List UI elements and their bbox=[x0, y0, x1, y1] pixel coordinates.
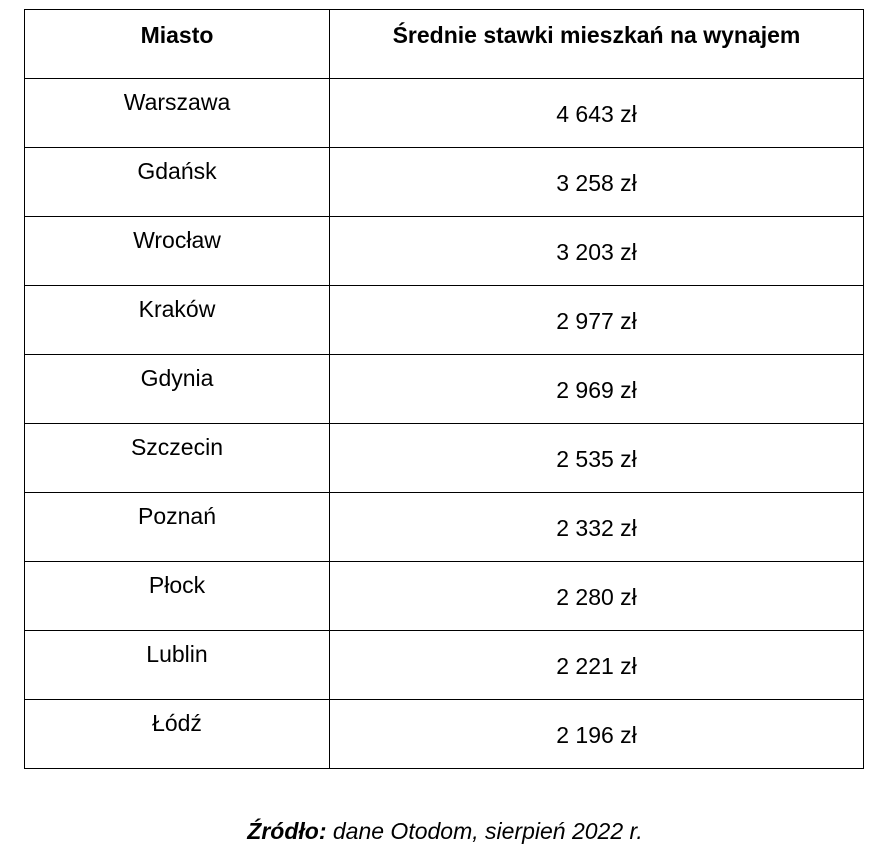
city-cell: Szczecin bbox=[25, 424, 330, 493]
table-row bbox=[25, 286, 864, 355]
source-note bbox=[0, 818, 890, 845]
city-cell: Płock bbox=[25, 562, 330, 631]
rent-value-cell: 4 643 zł bbox=[330, 79, 864, 148]
table-row bbox=[25, 631, 864, 700]
table-row bbox=[25, 217, 864, 286]
city-cell: Poznań bbox=[25, 493, 330, 562]
table-row bbox=[25, 424, 864, 493]
rent-value-cell: 2 535 zł bbox=[330, 424, 864, 493]
rent-value-cell: 2 196 zł bbox=[330, 700, 864, 769]
table-row bbox=[25, 493, 864, 562]
source-text: dane Otodom, sierpień 2022 r. bbox=[326, 818, 643, 844]
city-cell: Łódź bbox=[25, 700, 330, 769]
rent-value-cell: 3 258 zł bbox=[330, 148, 864, 217]
header-city: Miasto bbox=[25, 10, 330, 79]
table-row bbox=[25, 700, 864, 769]
city-cell: Kraków bbox=[25, 286, 330, 355]
rent-value-cell: 2 332 zł bbox=[330, 493, 864, 562]
table-row bbox=[25, 79, 864, 148]
city-cell: Wrocław bbox=[25, 217, 330, 286]
source-label: Źródło: bbox=[247, 818, 327, 844]
table-row bbox=[25, 355, 864, 424]
city-cell: Lublin bbox=[25, 631, 330, 700]
rent-value-cell: 2 221 zł bbox=[330, 631, 864, 700]
rent-value-cell: 2 280 zł bbox=[330, 562, 864, 631]
rent-value-cell: 2 969 zł bbox=[330, 355, 864, 424]
rent-table bbox=[24, 9, 864, 769]
rent-value-cell: 2 977 zł bbox=[330, 286, 864, 355]
city-cell: Gdańsk bbox=[25, 148, 330, 217]
rent-value-cell: 3 203 zł bbox=[330, 217, 864, 286]
header-average-rent: Średnie stawki mieszkań na wynajem bbox=[330, 10, 864, 79]
city-cell: Warszawa bbox=[25, 79, 330, 148]
city-cell: Gdynia bbox=[25, 355, 330, 424]
table-row bbox=[25, 148, 864, 217]
table-row bbox=[25, 562, 864, 631]
table-header-row bbox=[25, 10, 864, 79]
